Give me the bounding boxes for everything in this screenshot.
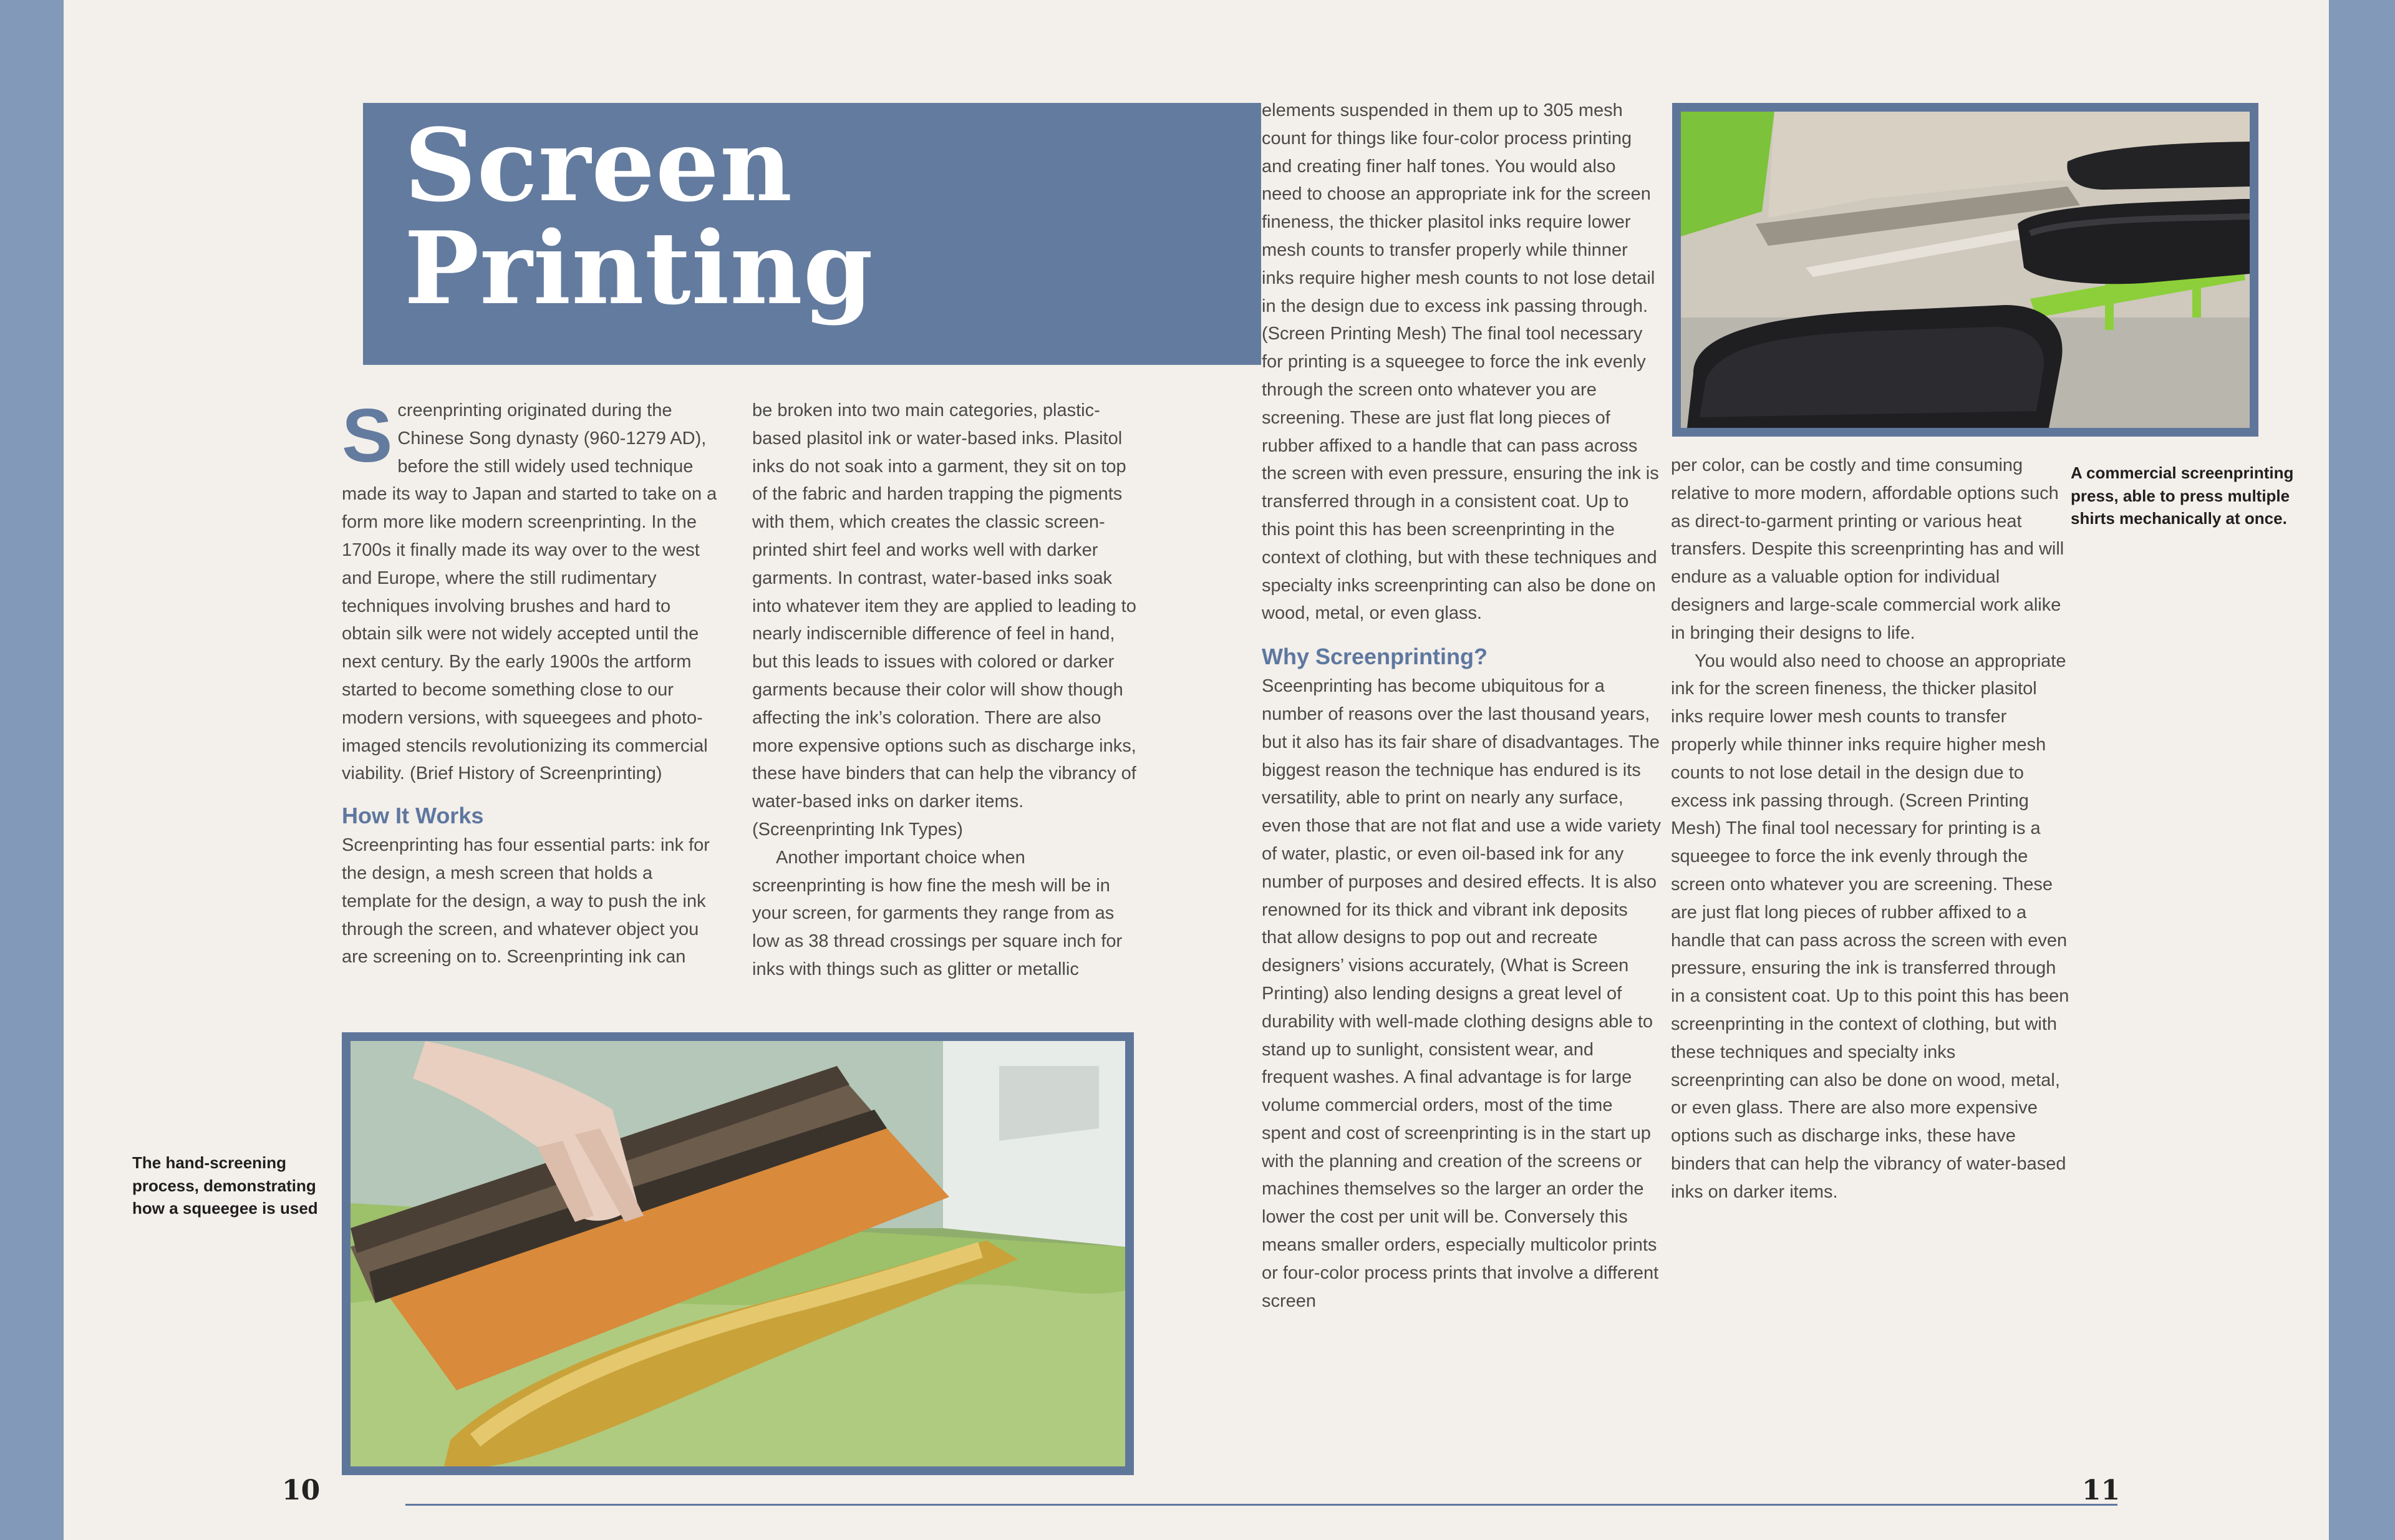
why-paragraph: Sceenprinting has become ubiquitous for a number of reasons over the last thousand years, but it also has its fair share of disadvantages. The biggest reason the technique has endured is its versatility, able to print on nearly any surface, even those that are not flat and use a wide variety of water, plastic, or even oil-based ink for any number of purposes and desired effects. It is also renowned for its thick and vibrant ink deposits that allow designs to pop out and recreate designers’ visions accurately, (What is Screen Printing) also lending designs a great level of durability with well-made clothing designs able to stand up to sunlight, consistent wear, and frequent washes. A final advantage is for large volume commercial orders, most of the time spent and cost of screenprinting is in the start up with the planning and creation of the screens or machines themselves so the larger an order the lower the cost per unit will be. Conversely this means smaller orders, especially multicolor prints or four-color process prints that involve a different screen [1262,676,1662,1311]
title-line-2: Printing [404,210,874,327]
intro-paragraph [342,393,723,788]
ink-fineness-paragraph: You would also need to choose an appropriate ink for the screen fineness, the thicker plasitol inks require lower mesh counts to transfer properly while thinner inks require higher mesh counts to not lose detail in the design due to excess ink passing through. (Screen Printing Mesh) The final tool necessary for printing is a squeegee to force the ink evenly through the screen onto whatever you are screening. These are just flat long pieces of rubber affixed to a handle that can pass across the screen with even pressure, ensuring the ink is transferred through in a consistent coat. Up to this point this has been screenprinting in the context of clothing, but with these techniques and specialty inks screenprinting can also be done on wood, metal, or even glass. There are also more expensive options such as discharge inks, these have binders that can help the vibrancy of water-based inks on darker items. [1671,651,2069,1202]
page-number-right: 11 [2082,1475,2121,1506]
title-banner [363,103,1261,365]
mesh-count-paragraph: elements suspended in them up to 305 mesh count for things like four-color process printing and creating finer half tones. You would also need to choose an appropriate ink for the screen fineness, the thicker plasitol inks require lower mesh counts to transfer properly while thinner inks require higher mesh counts to not lose detail in the design due to excess ink passing through. (Screen Printing Mesh) The final tool necessary for printing is a squeegee to force the ink evenly through the screen onto whatever you are screening. These are just flat long pieces of rubber affixed to a handle that can pass across the screen with even pressure, ensuring the ink is transferred through in a consistent coat. Up to this point this has been screenprinting in the context of clothing, but with these techniques and specialty inks screenprinting can also be done on wood, metal, or even glass. [1262,100,1659,624]
footer-rule [405,1504,2117,1506]
drop-cap: S [342,393,393,478]
ink-types-paragraph: be broken into two main categories, plastic-based plasitol ink or water-based inks. Plasitol inks do not soak into a garment, they sit on top of the fabric and harden trapping the pigments with them, which creates the classic screen-printed shirt feel and works well with darker garments. In contrast, water-based inks soak into whatever item they are applied to leading to nearly indiscernible difference of feel in hand, but this leads to issues with colored or darker garments because their color will show though affecting the ink’s coloration. There are also more expensive options such as discharge inks, these have binders that can help the vibrancy of water-based inks on darker items. (Screenprinting Ink Types) [752,400,1136,840]
how-it-works-paragraph: Screenprinting has four essential parts: ink for the design, a mesh screen that holds a template for the design, a way to push the ink through the screen, and whatever object you are screening on to. Screenprinting ink can [342,835,710,967]
squeegee-photo [342,1032,1134,1475]
heading-why-screenprinting: Why Screenprinting? [1262,644,1488,670]
disadvantages-paragraph: per color, can be costly and time consuming relative to more modern, affordable options such as direct-to-garment printing or various heat transfers. Despite this screenprinting has and will endure as a valuable option for individual designers and large-scale commercial work alike in bringing their designs to life. [1671,455,2064,643]
heading-how-it-works: How It Works [342,803,484,829]
press-photo [1672,103,2258,437]
column-3 [1262,97,1661,1315]
column-2 [752,397,1139,984]
page-number-left: 10 [282,1475,321,1506]
press-photo-image [1681,112,2250,428]
intro-text: creenprinting originated during the Chinese Song dynasty (960-1279 AD), before the still widely used technique made its way to Japan and started to take on a form more like modern screenprinting. In the 1700s it finally made its way over to the west and Europe, where the still rudimentary techniques involving brushes and hard to obtain silk were not widely accepted until the next century. By the early 1900s the artform started to become something close to our modern versions, with squeegees and photo-imaged stencils revolutionizing its commercial viability. (Brief History of Screenprinting) [342,400,717,784]
press-caption: A commercial screenprinting press, able to press multiple shirts mechanically at once. [2071,463,2294,528]
column-4 [1671,452,2070,1206]
page-title [404,107,874,327]
magazine-spread [64,0,2329,1540]
squeegee-photo-image [351,1041,1125,1466]
title-line-1: Screen [404,107,793,224]
squeegee-caption: The hand-screening process, demonstrating how a squeegee is used [132,1153,318,1218]
column-1 [342,393,723,971]
mesh-paragraph: Another important choice when screenprinting is how fine the mesh will be in your screen, for garments they range from as low as 38 thread crossings per square inch for inks with things such as glitter or metallic [752,847,1123,979]
